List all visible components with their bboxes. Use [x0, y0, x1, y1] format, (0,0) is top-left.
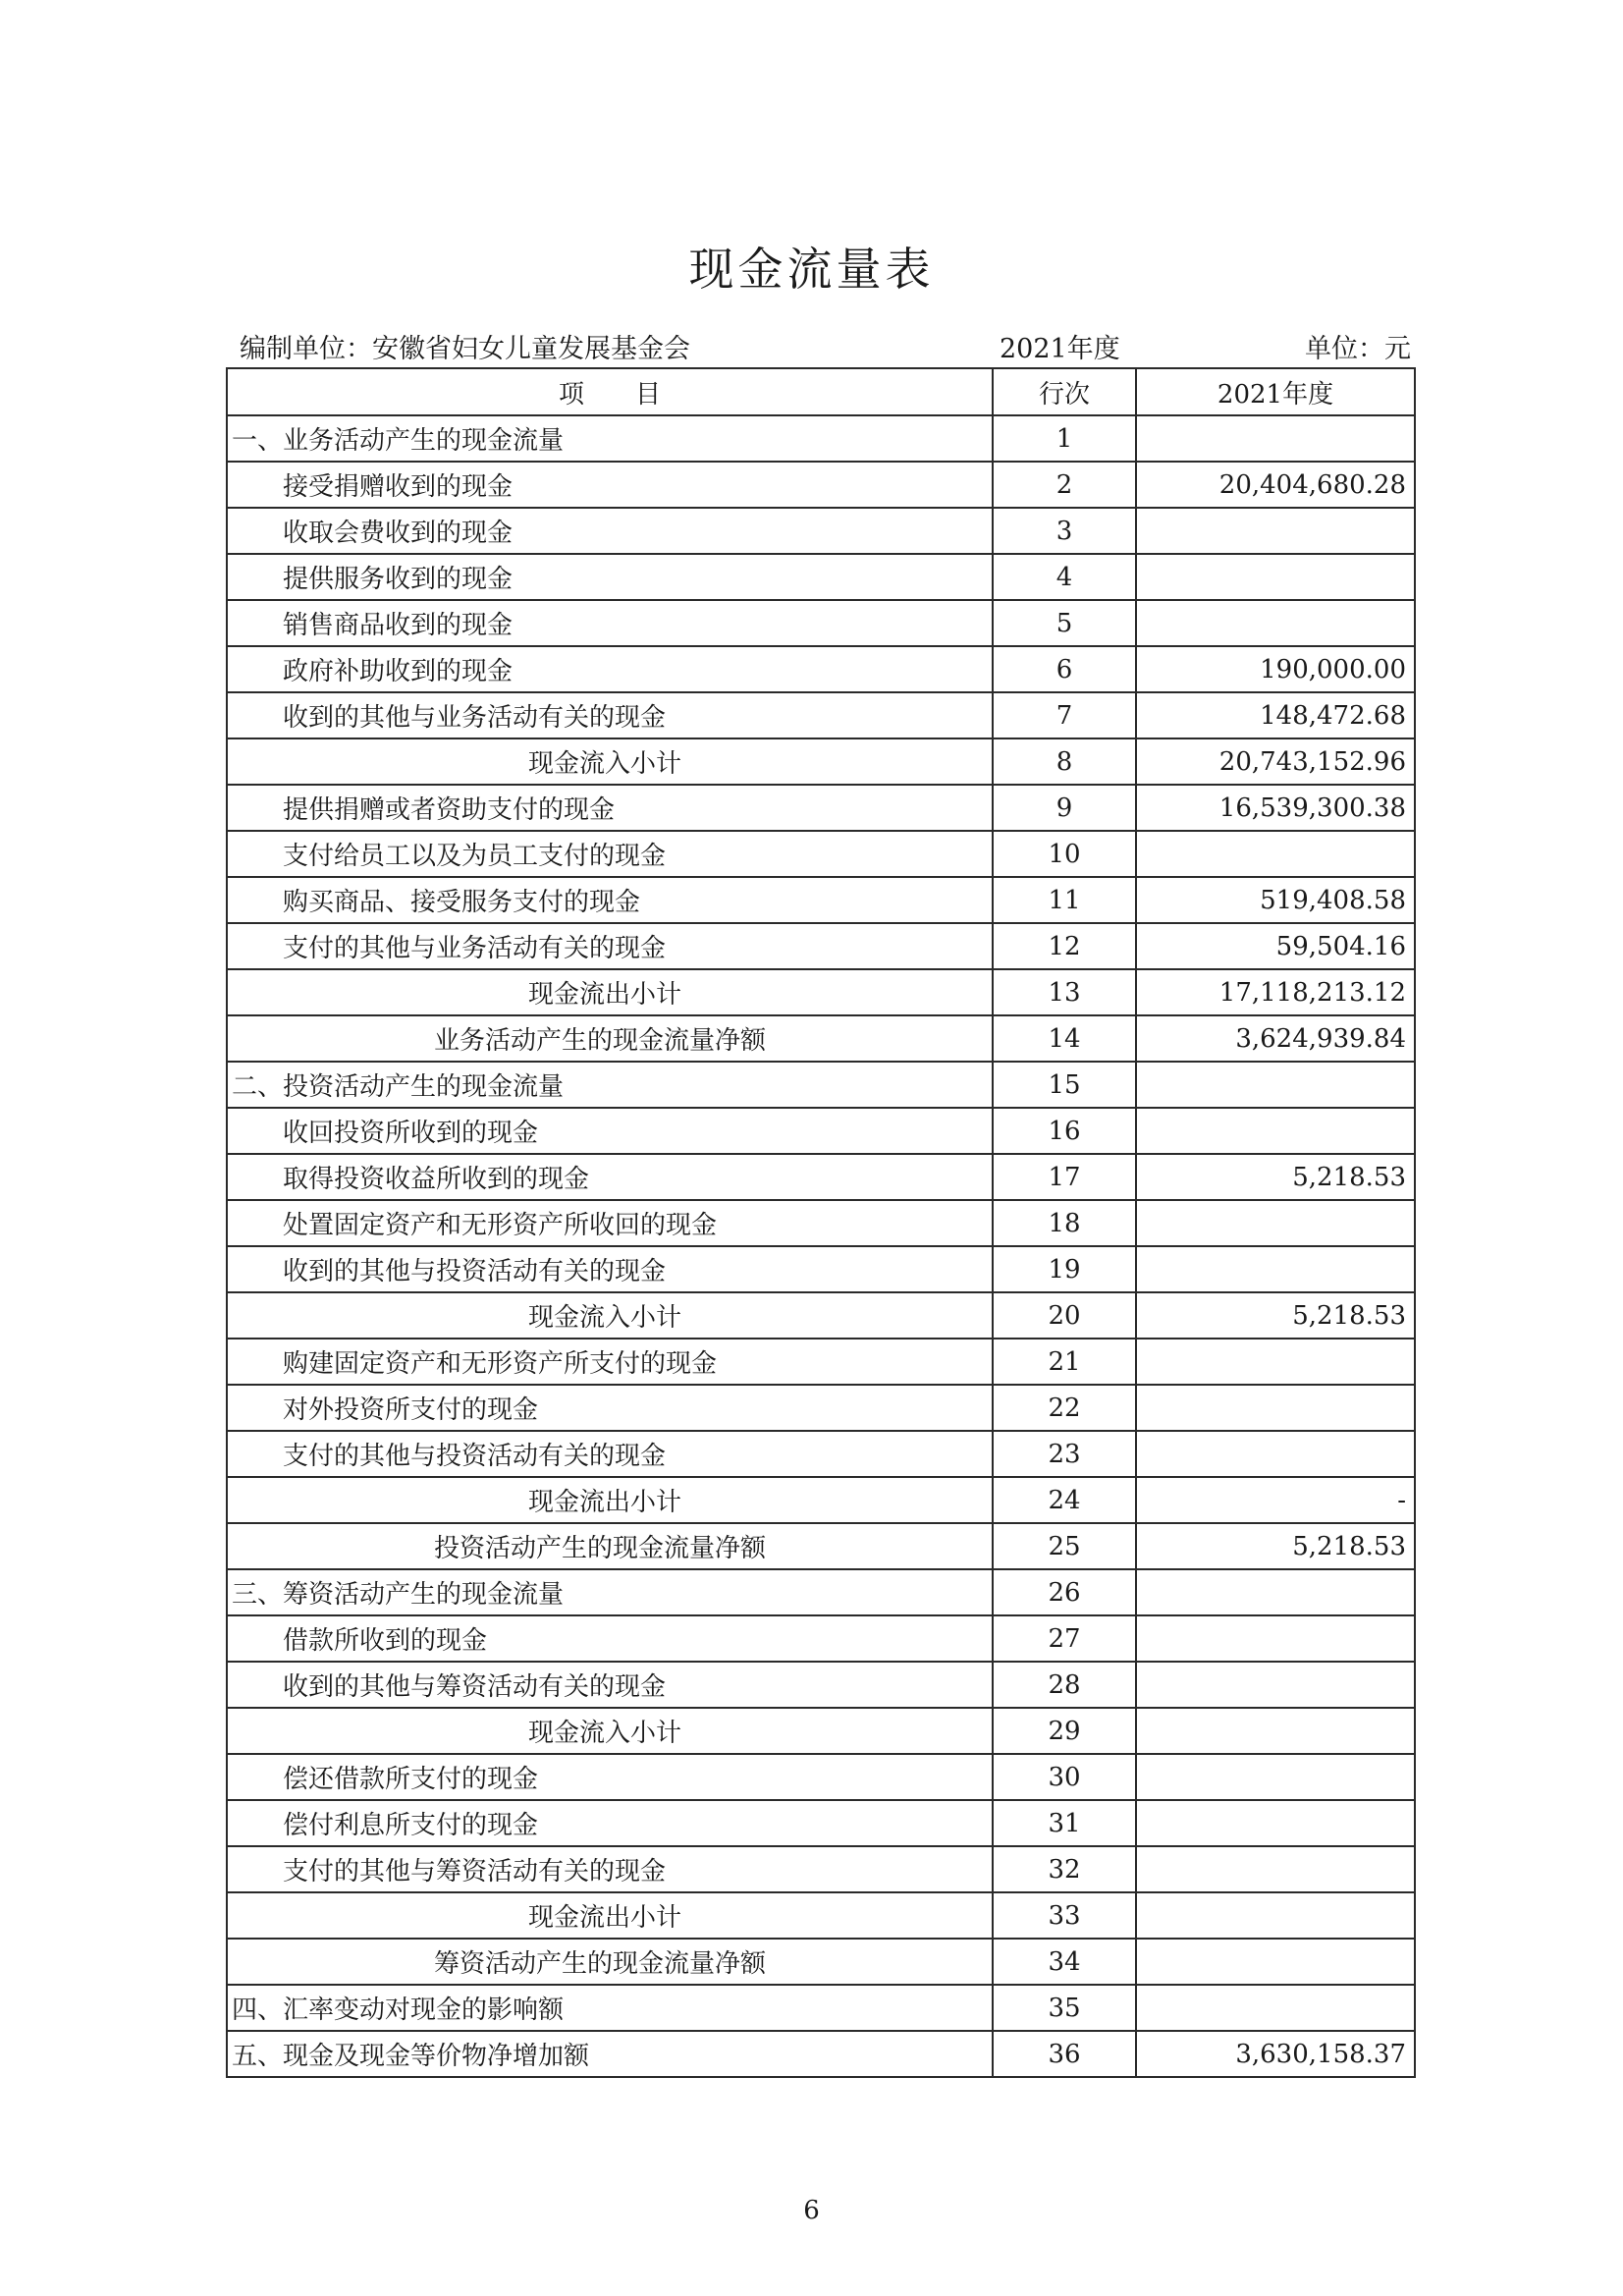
row-amount: [1136, 1846, 1415, 1892]
row-item-label: 支付给员工以及为员工支付的现金: [227, 831, 993, 877]
row-line-number: 22: [993, 1385, 1136, 1431]
table-row: [227, 692, 1415, 738]
row-amount: 5,218.53: [1136, 1292, 1415, 1339]
row-line-number: 15: [993, 1062, 1136, 1108]
table-row: [227, 600, 1415, 646]
row-item-label: 现金流出小计: [227, 969, 993, 1015]
table-row: [227, 1246, 1415, 1292]
row-item-label: 筹资活动产生的现金流量净额: [227, 1939, 993, 1985]
row-line-number: 3: [993, 508, 1136, 554]
table-row: [227, 1477, 1415, 1523]
row-line-number: 24: [993, 1477, 1136, 1523]
row-amount: [1136, 1754, 1415, 1800]
row-line-number: 30: [993, 1754, 1136, 1800]
table-row: [227, 1892, 1415, 1939]
row-amount: 5,218.53: [1136, 1154, 1415, 1200]
table-row: [227, 646, 1415, 692]
row-item-label: 提供捐赠或者资助支付的现金: [227, 785, 993, 831]
row-amount: [1136, 1062, 1415, 1108]
page-title: 现金流量表: [688, 243, 935, 296]
row-item-label: 购建固定资产和无形资产所支付的现金: [227, 1339, 993, 1385]
table-row: [227, 1108, 1415, 1154]
row-amount: [1136, 1985, 1415, 2031]
row-amount: [1136, 1615, 1415, 1662]
row-line-number: 23: [993, 1431, 1136, 1477]
table-row: [227, 1662, 1415, 1708]
row-item-label: 收回投资所收到的现金: [227, 1108, 993, 1154]
row-line-number: 1: [993, 415, 1136, 462]
table-row: [227, 1431, 1415, 1477]
row-line-number: 4: [993, 554, 1136, 600]
column-header-item: 项 目: [227, 368, 993, 415]
row-amount: -: [1136, 1477, 1415, 1523]
row-amount: 3,624,939.84: [1136, 1015, 1415, 1062]
row-line-number: 12: [993, 923, 1136, 969]
column-header-line: 行次: [993, 368, 1136, 415]
table-row: [227, 1615, 1415, 1662]
row-line-number: 14: [993, 1015, 1136, 1062]
row-item-label: 一、业务活动产生的现金流量: [227, 415, 993, 462]
row-line-number: 28: [993, 1662, 1136, 1708]
row-item-label: 现金流出小计: [227, 1477, 993, 1523]
row-amount: [1136, 831, 1415, 877]
table-row: [227, 1292, 1415, 1339]
row-item-label: 偿还借款所支付的现金: [227, 1754, 993, 1800]
row-amount: [1136, 1892, 1415, 1939]
table-row: [227, 923, 1415, 969]
row-item-label: 政府补助收到的现金: [227, 646, 993, 692]
table-row: [227, 1708, 1415, 1754]
row-item-label: 收到的其他与投资活动有关的现金: [227, 1246, 993, 1292]
row-item-label: 支付的其他与业务活动有关的现金: [227, 923, 993, 969]
report-period: 2021年度: [1000, 334, 1120, 364]
row-amount: 17,118,213.12: [1136, 969, 1415, 1015]
row-line-number: 6: [993, 646, 1136, 692]
currency-unit: 单位：元: [1305, 334, 1411, 364]
row-amount: [1136, 600, 1415, 646]
row-item-label: 处置固定资产和无形资产所收回的现金: [227, 1200, 993, 1246]
row-amount: 20,404,680.28: [1136, 462, 1415, 508]
row-amount: [1136, 1662, 1415, 1708]
page-number: 6: [803, 2196, 820, 2225]
row-line-number: 25: [993, 1523, 1136, 1569]
row-line-number: 21: [993, 1339, 1136, 1385]
row-amount: 519,408.58: [1136, 877, 1415, 923]
row-amount: [1136, 508, 1415, 554]
table-row: [227, 785, 1415, 831]
compiling-unit: 编制单位：安徽省妇女儿童发展基金会: [240, 334, 690, 364]
row-amount: 148,472.68: [1136, 692, 1415, 738]
row-item-label: 四、汇率变动对现金的影响额: [227, 1985, 993, 2031]
row-amount: [1136, 1569, 1415, 1615]
table-row: [227, 1846, 1415, 1892]
table-row: [227, 969, 1415, 1015]
row-line-number: 35: [993, 1985, 1136, 2031]
row-amount: [1136, 1385, 1415, 1431]
table-body: [227, 415, 1415, 2077]
row-line-number: 32: [993, 1846, 1136, 1892]
table-row: [227, 1569, 1415, 1615]
table-row: [227, 1015, 1415, 1062]
row-amount: 16,539,300.38: [1136, 785, 1415, 831]
row-item-label: 对外投资所支付的现金: [227, 1385, 993, 1431]
row-item-label: 收取会费收到的现金: [227, 508, 993, 554]
table-row: [227, 738, 1415, 785]
row-line-number: 34: [993, 1939, 1136, 1985]
row-item-label: 购买商品、接受服务支付的现金: [227, 877, 993, 923]
row-line-number: 2: [993, 462, 1136, 508]
table-row: [227, 415, 1415, 462]
row-amount: 59,504.16: [1136, 923, 1415, 969]
row-line-number: 29: [993, 1708, 1136, 1754]
table-row: [227, 1754, 1415, 1800]
row-line-number: 19: [993, 1246, 1136, 1292]
row-item-label: 投资活动产生的现金流量净额: [227, 1523, 993, 1569]
row-item-label: 取得投资收益所收到的现金: [227, 1154, 993, 1200]
row-item-label: 接受捐赠收到的现金: [227, 462, 993, 508]
row-item-label: 偿付利息所支付的现金: [227, 1800, 993, 1846]
table-row: [227, 554, 1415, 600]
row-amount: [1136, 415, 1415, 462]
row-item-label: 现金流出小计: [227, 1892, 993, 1939]
row-line-number: 10: [993, 831, 1136, 877]
table-row: [227, 1385, 1415, 1431]
column-header-amount: 2021年度: [1136, 368, 1415, 415]
row-line-number: 31: [993, 1800, 1136, 1846]
row-line-number: 9: [993, 785, 1136, 831]
table-row: [227, 1339, 1415, 1385]
row-line-number: 8: [993, 738, 1136, 785]
row-line-number: 33: [993, 1892, 1136, 1939]
row-line-number: 5: [993, 600, 1136, 646]
table-row: [227, 1154, 1415, 1200]
row-amount: [1136, 1939, 1415, 1985]
row-line-number: 18: [993, 1200, 1136, 1246]
row-item-label: 现金流入小计: [227, 738, 993, 785]
row-line-number: 16: [993, 1108, 1136, 1154]
row-amount: 5,218.53: [1136, 1523, 1415, 1569]
row-item-label: 支付的其他与筹资活动有关的现金: [227, 1846, 993, 1892]
table-row: [227, 462, 1415, 508]
row-amount: [1136, 1800, 1415, 1846]
row-amount: [1136, 1708, 1415, 1754]
cash-flow-table: [226, 367, 1416, 2078]
row-line-number: 26: [993, 1569, 1136, 1615]
row-item-label: 支付的其他与投资活动有关的现金: [227, 1431, 993, 1477]
row-line-number: 20: [993, 1292, 1136, 1339]
table-row: [227, 508, 1415, 554]
row-item-label: 收到的其他与业务活动有关的现金: [227, 692, 993, 738]
row-line-number: 17: [993, 1154, 1136, 1200]
table-row: [227, 1523, 1415, 1569]
row-amount: [1136, 554, 1415, 600]
row-item-label: 二、投资活动产生的现金流量: [227, 1062, 993, 1108]
row-amount: 190,000.00: [1136, 646, 1415, 692]
table-row: [227, 1800, 1415, 1846]
row-line-number: 7: [993, 692, 1136, 738]
table-header-row: [227, 368, 1415, 415]
row-item-label: 五、现金及现金等价物净增加额: [227, 2031, 993, 2077]
row-item-label: 销售商品收到的现金: [227, 600, 993, 646]
row-amount: [1136, 1200, 1415, 1246]
row-line-number: 36: [993, 2031, 1136, 2077]
row-amount: [1136, 1339, 1415, 1385]
table-row: [227, 831, 1415, 877]
table-row: [227, 1939, 1415, 1985]
row-item-label: 提供服务收到的现金: [227, 554, 993, 600]
row-item-label: 现金流入小计: [227, 1292, 993, 1339]
row-line-number: 13: [993, 969, 1136, 1015]
row-amount: 20,743,152.96: [1136, 738, 1415, 785]
row-amount: [1136, 1108, 1415, 1154]
row-item-label: 借款所收到的现金: [227, 1615, 993, 1662]
table-row: [227, 2031, 1415, 2077]
table-row: [227, 1062, 1415, 1108]
row-amount: 3,630,158.37: [1136, 2031, 1415, 2077]
row-item-label: 业务活动产生的现金流量净额: [227, 1015, 993, 1062]
row-line-number: 11: [993, 877, 1136, 923]
table-row: [227, 1985, 1415, 2031]
row-amount: [1136, 1431, 1415, 1477]
table-row: [227, 1200, 1415, 1246]
row-amount: [1136, 1246, 1415, 1292]
table-row: [227, 877, 1415, 923]
row-line-number: 27: [993, 1615, 1136, 1662]
row-item-label: 三、筹资活动产生的现金流量: [227, 1569, 993, 1615]
row-item-label: 现金流入小计: [227, 1708, 993, 1754]
row-item-label: 收到的其他与筹资活动有关的现金: [227, 1662, 993, 1708]
